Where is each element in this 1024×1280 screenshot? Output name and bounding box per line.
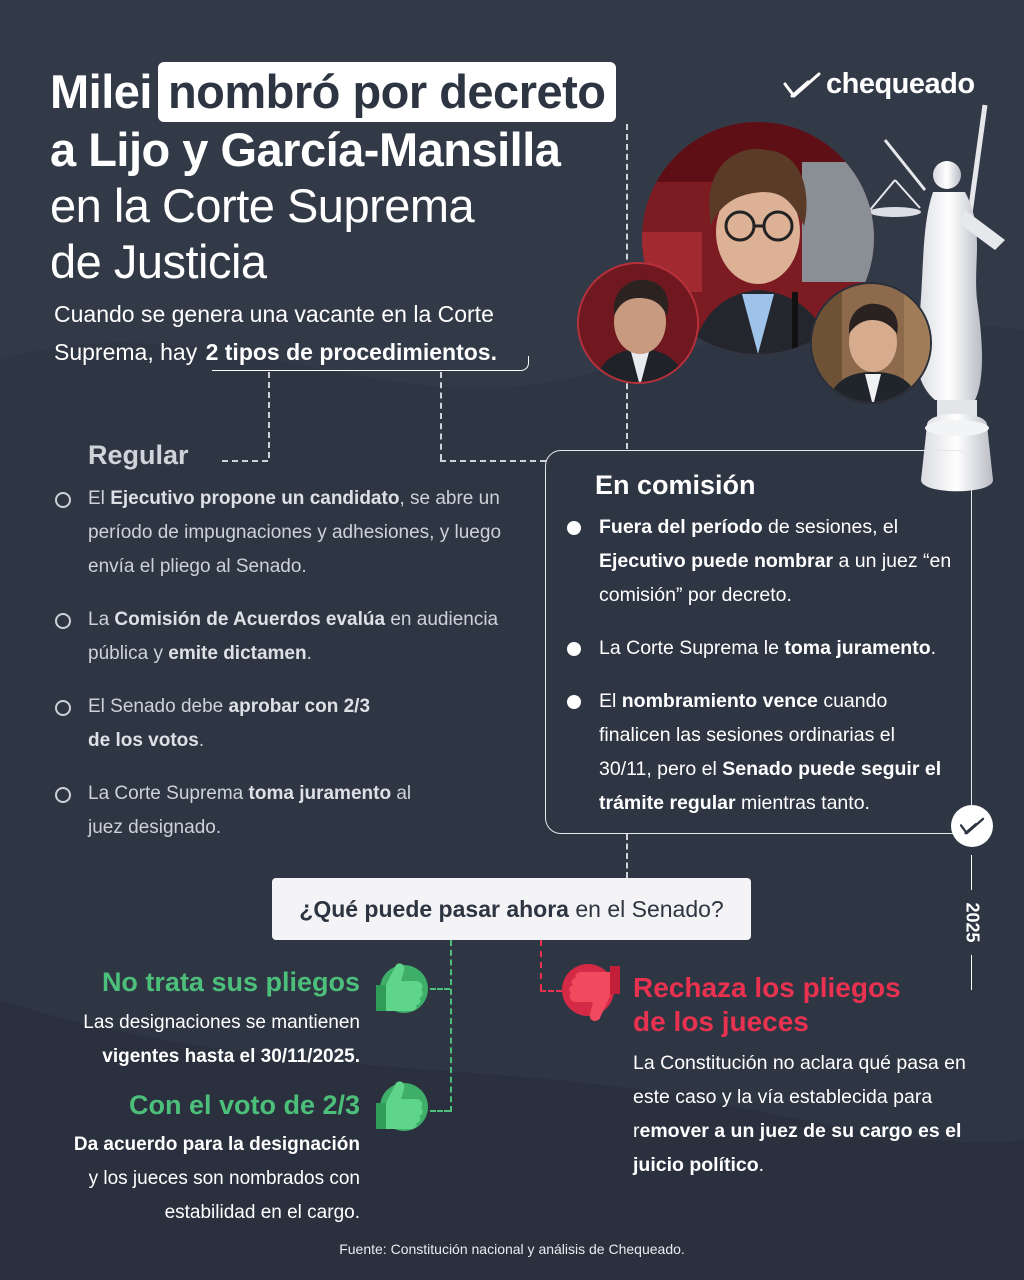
garcia-mansilla-photo (810, 282, 932, 404)
connector (440, 460, 546, 462)
title-line-2: a Lijo y García-Mansilla (50, 123, 561, 176)
intro-highlight: 2 tipos de procedimientos. (205, 339, 497, 365)
chequeado-check-icon (782, 70, 822, 100)
source-note: Fuente: Constitución nacional y análisis de Chequeado. (339, 1241, 685, 1257)
brand-name: chequeado (826, 68, 975, 100)
year-label: 2025 (962, 901, 983, 943)
regular-heading: Regular (88, 440, 189, 470)
list-item: El Ejecutivo propone un candidato, se abre un período de impugnaciones y adhesiones, y luego envía el pliego al Senado. (54, 482, 514, 584)
title-line-4: de Justicia (50, 235, 267, 288)
comision-list (565, 510, 960, 839)
thumbs-down-icon (558, 960, 626, 1032)
list-item: La Comisión de Acuerdos evalúa en audiencia pública y emite dictamen. (54, 603, 514, 671)
regular-list (54, 482, 514, 864)
connector (540, 940, 542, 990)
chequeado-check-icon (959, 816, 985, 836)
outcome-rechaza-title: Rechaza los pliegos de los jueces (633, 972, 901, 1037)
year-line (971, 855, 972, 890)
list-item: Fuera del período de sesiones, el Ejecutivo puede nombrar a un juez “en comisión” por decreto. (565, 510, 960, 612)
outcome-voto-title: Con el voto de 2/3 (128, 1090, 360, 1120)
circle-bullet-icon (55, 700, 71, 716)
chequeado-badge (951, 805, 993, 847)
list-item: La Corte Suprema toma juramento al juez designado. (54, 777, 448, 845)
connector (430, 988, 450, 990)
thumbs-up-icon (368, 957, 430, 1017)
outcome-rechaza-body: La Constitución no aclara qué pasa en este caso y la vía establecida para remover a un juez de su cargo es el juicio político. (633, 1052, 966, 1176)
outcome-voto-body: Da acuerdo para la designación y los jueces son nombrados con estabilidad en el cargo. (73, 1134, 360, 1223)
outcome-no-trata-body: Las designaciones se mantienen vigentes hasta el 30/11/2025. (83, 1012, 360, 1067)
list-item: El nombramiento vence cuando finalicen las sesiones ordinarias el 30/11, pero el Senado puede seguir el trámite regular mientras tanto. (565, 684, 949, 820)
intro-underline (212, 356, 529, 371)
connector (268, 372, 270, 458)
circle-bullet-icon (55, 787, 71, 803)
dot-bullet-icon (567, 642, 581, 656)
lijo-photo (577, 262, 699, 384)
title-line-3: en la Corte Suprema (50, 179, 475, 232)
intro-text: Cuando se genera una vacante en la Corte Suprema, hay 2 tipos de procedimientos. (54, 301, 497, 365)
circle-bullet-icon (55, 613, 71, 629)
connector (626, 834, 628, 878)
title-name: Milei (50, 65, 152, 118)
question-box: ¿Qué puede pasar ahora en el Senado? (272, 878, 751, 940)
page-title (50, 62, 670, 290)
list-item: El Senado debe aprobar con 2/3 de los votos. (54, 690, 388, 758)
connector (450, 940, 452, 1112)
list-item: La Corte Suprema le toma juramento. (565, 631, 960, 665)
dot-bullet-icon (567, 521, 581, 535)
connector (222, 460, 268, 462)
circle-bullet-icon (55, 492, 71, 508)
outcome-no-trata-title: No trata sus pliegos (101, 967, 360, 997)
connector (440, 372, 442, 460)
comision-heading: En comisión (595, 470, 756, 500)
year-line (971, 955, 972, 990)
dot-bullet-icon (567, 695, 581, 709)
thumbs-up-icon (368, 1075, 430, 1135)
chequeado-logo (782, 68, 975, 101)
title-highlight: nombró por decreto (158, 62, 616, 122)
connector (430, 1110, 450, 1112)
